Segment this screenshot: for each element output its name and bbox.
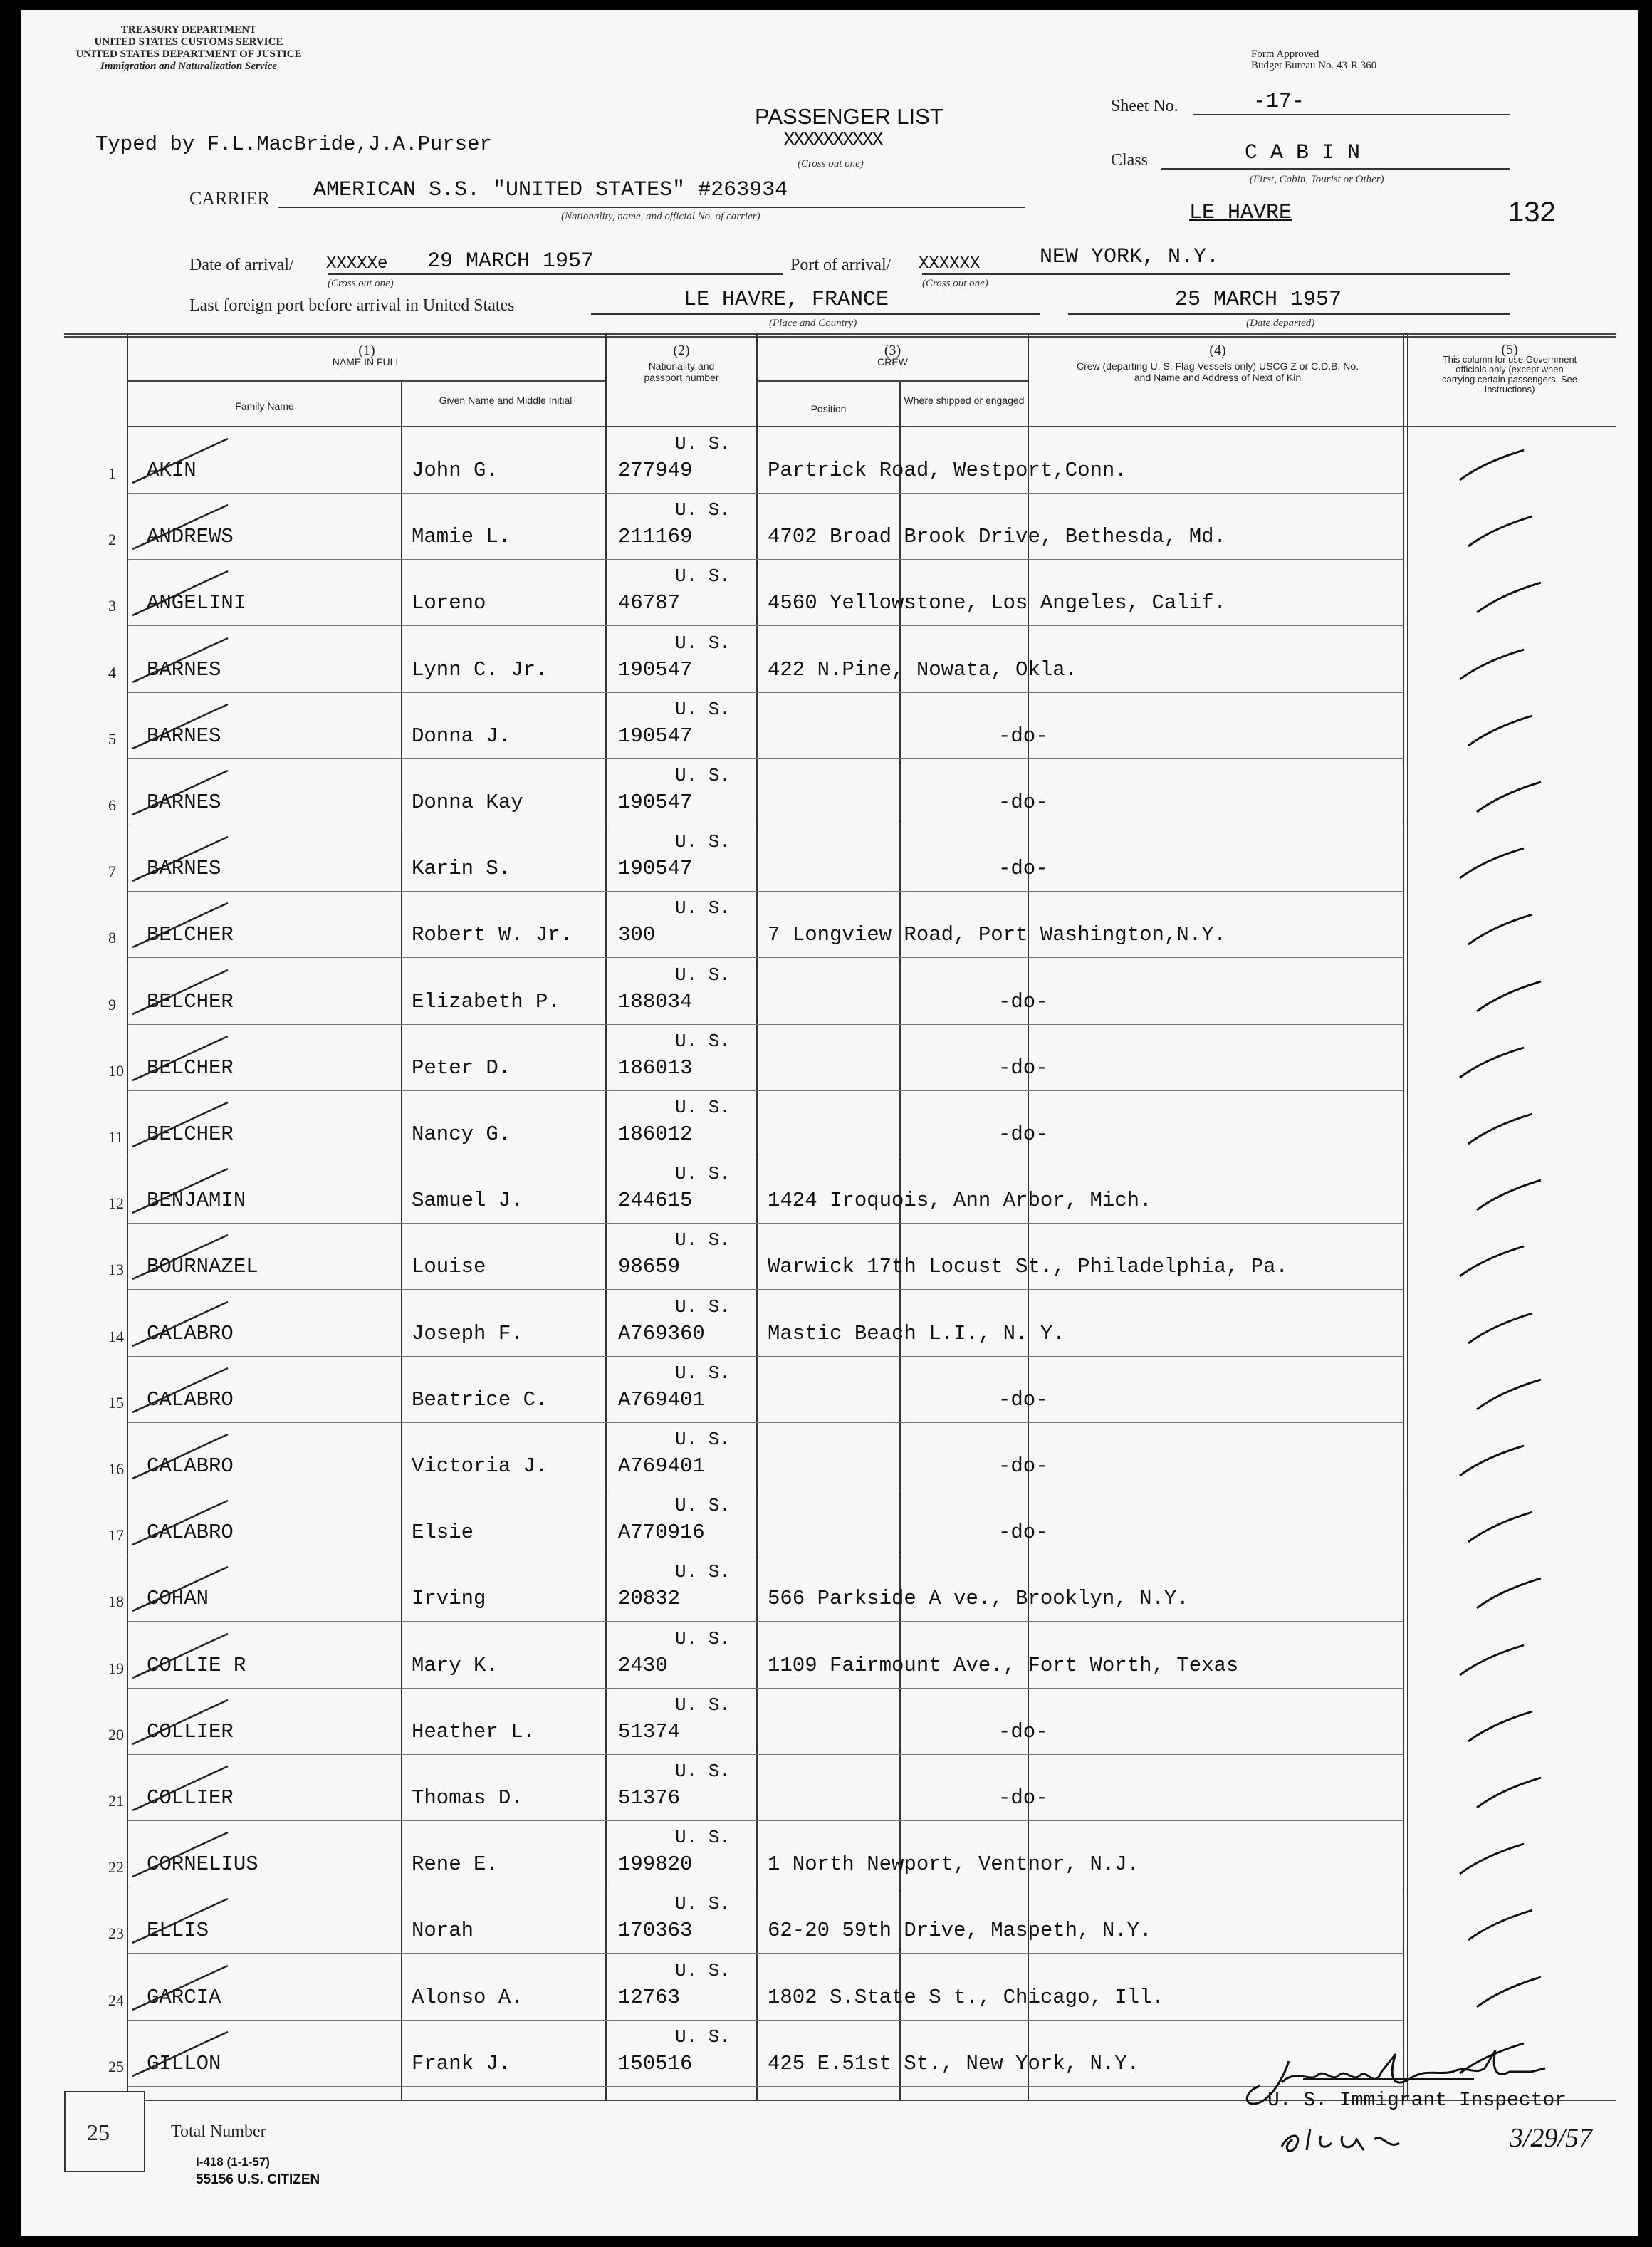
sheet-label: Sheet No. <box>1111 97 1178 115</box>
row-check-mark <box>128 1893 235 1950</box>
row-address: -do- <box>998 1786 1048 1810</box>
row-official-tick <box>1453 637 1538 694</box>
row-passport: 12763 <box>618 1985 681 2009</box>
row-divider <box>128 1090 1403 1091</box>
col3-title: CREW <box>877 356 908 367</box>
row-nationality: U. S. <box>675 1097 731 1118</box>
form-number: I-418 (1-1-57) <box>196 2155 270 2169</box>
row-given-name: Joseph F. <box>412 1321 523 1345</box>
row-address: 4560 Yellowstone, Los Angeles, Calif. <box>768 591 1226 615</box>
row-nationality: U. S. <box>675 964 731 986</box>
row-passport: 20832 <box>618 1587 681 1611</box>
row-check-mark <box>128 897 235 954</box>
row-address: 422 N.Pine, Nowata, Okla. <box>768 657 1078 682</box>
row-official-tick <box>1470 1167 1555 1224</box>
row-official-tick <box>1461 902 1547 959</box>
row-family-name: COLLIE R <box>147 1653 246 1677</box>
row-nationality: U. S. <box>675 765 731 786</box>
class-label: Class <box>1111 151 1149 170</box>
page-title: PASSENGER LIST <box>755 104 943 129</box>
date-arrival-label: Date of arrival/ <box>189 256 294 274</box>
form-approved: Form Approved <box>1251 48 1319 60</box>
row-address: -do- <box>998 791 1048 814</box>
row-passport: 199820 <box>618 1852 693 1877</box>
row-check-mark <box>128 565 235 622</box>
row-family-name: COHAN <box>147 1587 209 1611</box>
row-address: -do- <box>998 724 1048 748</box>
inspector-label: U. S. Immigrant Inspector <box>1267 2090 1567 2112</box>
row-check-mark <box>128 499 235 556</box>
row-official-tick <box>1453 1433 1538 1490</box>
row-nationality: U. S. <box>675 1827 731 1849</box>
row-family-name: BOURNAZEL <box>147 1255 258 1279</box>
row-family-name: BARNES <box>147 657 221 682</box>
citizen-line: 55156 U.S. CITIZEN <box>196 2172 320 2187</box>
row-number: 1 <box>108 464 116 482</box>
row-number: 25 <box>108 2057 124 2075</box>
row-family-name: BELCHER <box>147 923 234 947</box>
row-nationality: U. S. <box>675 1229 731 1251</box>
row-official-tick <box>1453 1831 1538 1888</box>
carrier-note: (Nationality, name, and official No. of carrier) <box>561 211 760 222</box>
row-nationality: U. S. <box>675 1761 731 1782</box>
row-official-tick <box>1453 1035 1538 1092</box>
col5-header <box>1438 342 1581 395</box>
row-check-mark <box>128 1429 235 1486</box>
row-official-tick <box>1461 1101 1547 1158</box>
typed-by: Typed by F.L.MacBride,J.A.Purser <box>95 132 492 156</box>
row-passport: 190547 <box>618 791 693 814</box>
row-family-name: ELLIS <box>147 1919 209 1943</box>
row-address: Mastic Beach L.I., N. Y. <box>768 1321 1065 1345</box>
row-given-name: Robert W. Jr. <box>412 923 573 947</box>
row-address: 62-20 59th Drive, Maspeth, N.Y. <box>768 1919 1152 1943</box>
row-nationality: U. S. <box>675 1362 731 1384</box>
row-number: 19 <box>108 1659 124 1677</box>
row-divider <box>128 2020 1403 2021</box>
row-passport: 51374 <box>618 1719 681 1743</box>
row-address: -do- <box>998 1055 1048 1080</box>
row-family-name: CALABRO <box>147 1321 234 1345</box>
signature-date: 3/29/57 <box>1510 2123 1593 2153</box>
row-passport: A769360 <box>618 1321 705 1345</box>
row-passport: A769401 <box>618 1454 705 1478</box>
row-nationality: U. S. <box>675 1959 731 1981</box>
row-number: 14 <box>108 1327 124 1345</box>
row-number: 6 <box>108 796 116 814</box>
col1-num: (1) <box>358 343 375 358</box>
row-passport: 244615 <box>618 1189 693 1213</box>
row-family-name: COLLIER <box>147 1719 234 1743</box>
row-number: 2 <box>108 531 116 549</box>
row-nationality: U. S. <box>675 565 731 588</box>
row-passport: A770916 <box>618 1521 705 1545</box>
row-given-name: Rene E. <box>412 1852 498 1877</box>
row-number: 13 <box>108 1261 124 1279</box>
row-given-name: Mamie L. <box>412 525 511 549</box>
row-check-mark <box>128 1163 235 1220</box>
row-address: -do- <box>998 1122 1048 1146</box>
row-passport: 190547 <box>618 724 693 748</box>
row-divider <box>128 1820 1403 1821</box>
row-family-name: ANGELINI <box>147 591 246 615</box>
row-check-mark <box>128 699 235 756</box>
row-nationality: U. S. <box>675 1893 731 1915</box>
row-nationality: U. S. <box>675 499 731 521</box>
row-divider <box>128 2086 1403 2087</box>
row-number: 16 <box>108 1460 124 1478</box>
col1a-header: Family Name <box>235 400 294 412</box>
row-divider <box>128 1024 1403 1025</box>
row-family-name: BENJAMIN <box>147 1189 246 1213</box>
row-official-tick <box>1461 504 1547 561</box>
row-divider <box>128 1621 1403 1622</box>
row-check-mark <box>128 2026 235 2083</box>
row-given-name: Loreno <box>412 591 486 615</box>
row-number: 12 <box>108 1194 124 1213</box>
row-address: -do- <box>998 1387 1048 1412</box>
row-address: 1424 Iroquois, Ann Arbor, Mich. <box>768 1189 1152 1213</box>
col2-header <box>607 345 756 383</box>
col3-num: (3) <box>884 343 901 358</box>
col2-num: (2) <box>673 343 690 358</box>
row-address: 425 E.51st St., New York, N.Y. <box>768 2051 1140 2075</box>
row-official-tick <box>1470 769 1555 826</box>
row-family-name: BARNES <box>147 724 221 748</box>
form-approved-block <box>1251 48 1376 71</box>
row-number: 22 <box>108 1858 124 1877</box>
agency-block <box>21 24 356 73</box>
col3b-header: Where shipped or engaged <box>904 395 1025 406</box>
row-family-name: CORNELIUS <box>147 1852 258 1877</box>
row-family-name: BARNES <box>147 857 221 881</box>
row-official-tick <box>1453 1234 1538 1291</box>
row-check-mark <box>128 831 235 888</box>
row-passport: 186012 <box>618 1122 693 1146</box>
row-divider <box>128 1953 1403 1954</box>
row-nationality: U. S. <box>675 1429 731 1450</box>
row-family-name: BARNES <box>147 791 221 814</box>
agency-line-2: UNITED STATES CUSTOMS SERVICE <box>94 36 283 48</box>
row-family-name: BELCHER <box>147 1055 234 1080</box>
row-given-name: Nancy G. <box>412 1122 511 1146</box>
row-nationality: U. S. <box>675 831 731 853</box>
row-given-name: Alonso A. <box>412 1985 523 2009</box>
row-passport: 188034 <box>618 989 693 1013</box>
row-address: 1109 Fairmount Ave., Fort Worth, Texas <box>768 1653 1239 1677</box>
row-check-mark <box>128 1229 235 1286</box>
row-divider <box>128 1223 1403 1224</box>
row-nationality: U. S. <box>675 2026 731 2048</box>
row-check-mark <box>128 433 235 490</box>
row-check-mark <box>128 1495 235 1552</box>
row-official-tick <box>1453 835 1538 892</box>
row-given-name: John G. <box>412 459 498 482</box>
row-passport: 150516 <box>618 2051 693 2075</box>
row-nationality: U. S. <box>675 897 731 919</box>
row-nationality: U. S. <box>675 1030 731 1052</box>
col1b-header: Given Name and Middle Initial <box>439 395 573 406</box>
row-given-name: Elsie <box>412 1521 474 1545</box>
row-number: 21 <box>108 1792 124 1810</box>
col3a-header: Position <box>810 403 847 415</box>
row-divider <box>128 1289 1403 1290</box>
port-arrival-struck: XXXXXX <box>919 254 981 273</box>
row-family-name: BELCHER <box>147 1122 234 1146</box>
row-family-name: GARCIA <box>147 1985 221 2009</box>
row-family-name: COLLIER <box>147 1786 234 1810</box>
row-official-tick <box>1470 1765 1555 1822</box>
row-given-name: Victoria J. <box>412 1454 548 1478</box>
row-number: 4 <box>108 663 116 682</box>
row-given-name: Peter D. <box>412 1055 511 1080</box>
port-stamp: LE HAVRE <box>1189 201 1292 225</box>
row-family-name: CALABRO <box>147 1387 234 1412</box>
row-given-name: Samuel J. <box>412 1189 523 1213</box>
class-note: (First, Cabin, Tourist or Other) <box>1250 174 1384 185</box>
row-family-name: CALABRO <box>147 1454 234 1478</box>
row-divider <box>128 1356 1403 1357</box>
col5-title: This column for use Government officials only (except when carrying certain passengers. See Instructions) <box>1441 354 1578 395</box>
total-box <box>64 2091 145 2172</box>
row-given-name: Heather L. <box>412 1719 536 1743</box>
row-family-name: ANDREWS <box>147 525 234 549</box>
row-divider <box>128 957 1403 958</box>
class-value: C A B I N <box>1245 141 1361 165</box>
sheet-value: -17- <box>1253 90 1305 114</box>
port-arrival-note: (Cross out one) <box>922 278 988 289</box>
date-arrival-value: 29 MARCH 1957 <box>427 249 595 273</box>
date-arrival-note: (Cross out one) <box>328 278 394 289</box>
port-arrival-value: NEW YORK, N.Y. <box>1040 245 1220 269</box>
row-passport: 2430 <box>618 1653 668 1677</box>
row-number: 7 <box>108 862 116 881</box>
row-number: 24 <box>108 1991 124 2009</box>
row-family-name: BELCHER <box>147 989 234 1013</box>
row-nationality: U. S. <box>675 632 731 654</box>
row-check-mark <box>128 1031 235 1088</box>
title-struck-note: (Cross out one) <box>798 158 864 170</box>
row-nationality: U. S. <box>675 1561 731 1583</box>
agency-line-3: UNITED STATES DEPARTMENT OF JUSTICE <box>75 48 302 60</box>
total-label: Total Number <box>171 2122 266 2141</box>
row-divider <box>128 692 1403 693</box>
row-number: 20 <box>108 1725 124 1743</box>
row-official-tick <box>1461 1897 1547 1954</box>
row-passport: 190547 <box>618 857 693 881</box>
agency-line-1: TREASURY DEPARTMENT <box>120 24 257 36</box>
row-check-mark <box>128 1694 235 1751</box>
row-given-name: Thomas D. <box>412 1786 523 1810</box>
row-address: Partrick Road, Westport,Conn. <box>768 459 1127 482</box>
row-check-mark <box>128 1296 235 1353</box>
col4-num: (4) <box>1209 343 1226 358</box>
row-number: 23 <box>108 1924 124 1943</box>
row-number: 5 <box>108 729 116 748</box>
row-address: 1 North Newport, Ventnor, N.J. <box>768 1852 1140 1877</box>
row-check-mark <box>128 1561 235 1618</box>
row-official-tick <box>1461 1300 1547 1357</box>
row-given-name: Lynn C. Jr. <box>412 657 548 682</box>
row-passport: 51376 <box>618 1786 681 1810</box>
row-official-tick <box>1470 969 1555 1026</box>
col1-title: NAME IN FULL <box>332 356 402 367</box>
row-passport: 186013 <box>618 1055 693 1080</box>
row-divider <box>128 1422 1403 1423</box>
row-given-name: Irving <box>412 1587 486 1611</box>
row-check-mark <box>128 964 235 1021</box>
row-official-tick <box>1461 1699 1547 1756</box>
row-given-name: Louise <box>412 1255 486 1279</box>
row-official-tick <box>1470 1565 1555 1622</box>
row-passport: A769401 <box>618 1387 705 1412</box>
budget-bureau: Budget Bureau No. 43-R 360 <box>1251 60 1377 71</box>
row-given-name: Frank J. <box>412 2051 511 2075</box>
row-number: 10 <box>108 1061 124 1080</box>
departed-value: 25 MARCH 1957 <box>1175 288 1342 312</box>
row-divider <box>128 758 1403 759</box>
col1-header <box>128 345 605 367</box>
row-check-mark <box>128 1362 235 1419</box>
row-divider <box>128 1688 1403 1689</box>
row-check-mark <box>128 1827 235 1884</box>
row-number: 11 <box>108 1128 124 1146</box>
row-number: 3 <box>108 597 116 615</box>
carrier-value: AMERICAN S.S. "UNITED STATES" #263934 <box>313 178 788 202</box>
row-official-tick <box>1453 437 1538 494</box>
row-given-name: Elizabeth P. <box>412 989 560 1013</box>
row-divider <box>128 1754 1403 1755</box>
total-value: 25 <box>87 2120 110 2145</box>
row-official-tick <box>1461 1499 1547 1556</box>
row-given-name: Norah <box>412 1919 474 1943</box>
row-address: 4702 Broad Brook Drive, Bethesda, Md. <box>768 525 1226 549</box>
row-nationality: U. S. <box>675 698 731 720</box>
row-check-mark <box>128 765 235 822</box>
last-port-note: (Place and Country) <box>769 318 857 329</box>
row-nationality: U. S. <box>675 1295 731 1318</box>
departed-note: (Date departed) <box>1246 318 1315 329</box>
passenger-list-page <box>21 10 1638 2236</box>
page-number: 132 <box>1508 197 1556 228</box>
row-official-tick <box>1461 703 1547 760</box>
row-address: -do- <box>998 1719 1048 1743</box>
row-official-tick <box>1453 1632 1538 1689</box>
row-number: 17 <box>108 1526 124 1545</box>
last-port-value: LE HAVRE, FRANCE <box>684 288 889 312</box>
row-given-name: Karin S. <box>412 857 511 881</box>
row-given-name: Donna J. <box>412 724 511 748</box>
row-family-name: AKIN <box>147 459 197 482</box>
row-divider <box>128 493 1403 494</box>
row-official-tick <box>1470 1964 1555 2021</box>
row-given-name: Donna Kay <box>412 791 523 814</box>
row-divider <box>128 559 1403 560</box>
date-arrival-struck: XXXXXe <box>326 254 388 273</box>
col3-header <box>758 345 1028 367</box>
row-check-mark <box>128 1960 235 2017</box>
row-passport: 190547 <box>618 657 693 682</box>
col5-num: (5) <box>1501 342 1518 358</box>
row-passport: 170363 <box>618 1919 693 1943</box>
carrier-label: CARRIER <box>189 188 270 209</box>
row-passport: 300 <box>618 923 656 947</box>
row-nationality: U. S. <box>675 433 731 454</box>
row-number: 15 <box>108 1393 124 1412</box>
row-address: -do- <box>998 1521 1048 1545</box>
port-arrival-label: Port of arrival/ <box>790 256 892 274</box>
row-given-name: Mary K. <box>412 1653 498 1677</box>
row-family-name: GILLON <box>147 2051 221 2075</box>
row-check-mark <box>128 1628 235 1685</box>
row-address: -do- <box>998 857 1048 881</box>
row-check-mark <box>128 632 235 689</box>
row-nationality: U. S. <box>675 1694 731 1716</box>
row-passport: 211169 <box>618 525 693 549</box>
row-official-tick <box>1470 570 1555 627</box>
row-address: 7 Longview Road, Port Washington,N.Y. <box>768 923 1226 947</box>
row-given-name: Beatrice C. <box>412 1387 548 1412</box>
col2-title: Nationality and passport number <box>644 360 719 383</box>
row-address: 566 Parkside A ve., Brooklyn, N.Y. <box>768 1587 1189 1611</box>
row-check-mark <box>128 1097 235 1154</box>
row-divider <box>128 891 1403 892</box>
row-family-name: CALABRO <box>147 1521 234 1545</box>
row-number: 9 <box>108 995 116 1013</box>
row-passport: 277949 <box>618 459 693 482</box>
col4-title: Crew (departing U. S. Flag Vessels only) USCG Z or C.D.B. No. and Name and Address of Next of Kin <box>1076 360 1359 383</box>
row-passport: 98659 <box>618 1255 681 1279</box>
row-divider <box>128 625 1403 626</box>
row-address: Warwick 17th Locust St., Philadelphia, Pa. <box>768 1255 1288 1279</box>
agency-line-4: Immigration and Naturalization Service <box>100 61 277 72</box>
row-address: 1802 S.State S t., Chicago, Ill. <box>768 1985 1164 2009</box>
row-check-mark <box>128 1761 235 1818</box>
row-address: -do- <box>998 1454 1048 1478</box>
row-number: 18 <box>108 1592 124 1611</box>
row-official-tick <box>1470 1367 1555 1424</box>
row-passport: 46787 <box>618 591 681 615</box>
title-struck: XXXXXXXXXX <box>783 130 882 152</box>
row-address: -do- <box>998 989 1048 1013</box>
row-nationality: U. S. <box>675 1163 731 1185</box>
row-nationality: U. S. <box>675 1495 731 1517</box>
last-port-label: Last foreign port before arrival in United States <box>189 296 515 315</box>
col4-header <box>1068 345 1367 383</box>
row-number: 8 <box>108 929 116 947</box>
row-nationality: U. S. <box>675 1627 731 1649</box>
